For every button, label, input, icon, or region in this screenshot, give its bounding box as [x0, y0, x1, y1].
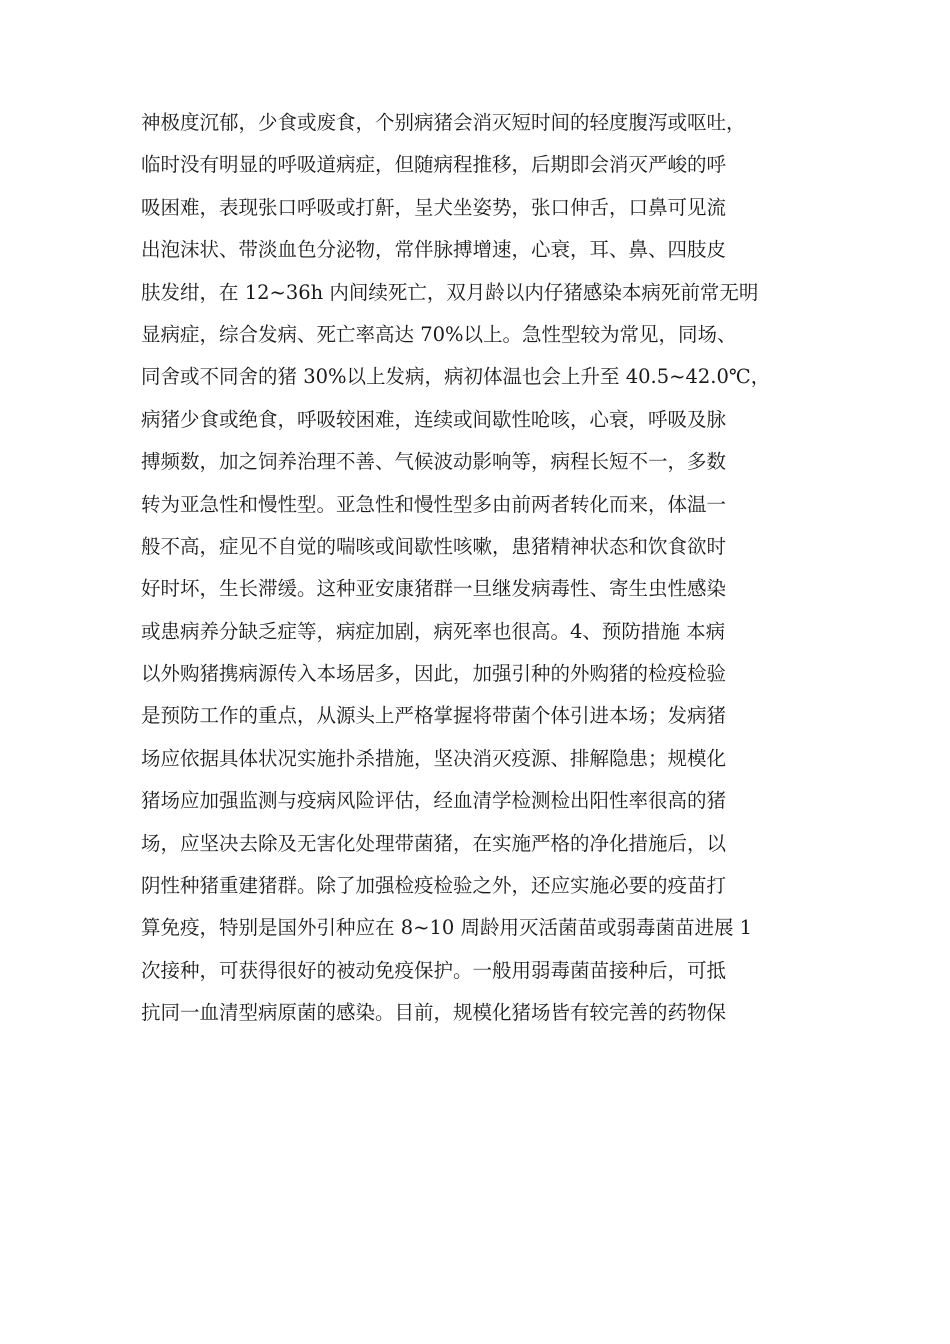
text-line: 搏频数，加之饲养治理不善、气候波动影响等，病程长短不一，多数 [141, 450, 727, 474]
text-line: 算免疫，特别是国外引种应在 8~10 周龄用灭活菌苗或弱毒菌苗进展 1 [141, 916, 753, 940]
text-line: 病猪少食或绝食，呼吸较困难，连续或间歇性呛咳，心衰，呼吸及脉 [141, 407, 727, 431]
text-line: 场，应坚决去除及无害化处理带菌猪，在实施严格的净化措施后，以 [141, 831, 727, 855]
text-line: 以外购猪携病源传入本场居多，因此，加强引种的外购猪的检疫检验 [141, 662, 727, 686]
text-line: 临时没有明显的呼吸道病症，但随病程推移，后期即会消灭严峻的呼 [141, 153, 727, 177]
text-line: 好时坏，生长滞缓。这种亚安康猪群一旦继发病毒性、寄生虫性感染 [141, 577, 727, 601]
text-line: 猪场应加强监测与疫病风险评估，经血清学检测检出阳性率很高的猪 [141, 789, 727, 813]
text-line: 肤发绀，在 12~36h 内间续死亡，双月龄以内仔猪感染本病死前常无明 [141, 280, 759, 304]
text-line: 同舍或不同舍的猪 30%以上发病，病初体温也会上升至 40.5~42.0℃， [141, 365, 771, 389]
text-line: 转为亚急性和慢性型。亚急性和慢性型多由前两者转化而来，体温一 [141, 492, 727, 516]
text-line: 般不高，症见不自觉的喘咳或间歇性咳嗽，患猪精神状态和饮食欲时 [141, 534, 727, 558]
text-line: 神极度沉郁，少食或废食，个别病猪会消灭短时间的轻度腹泻或呕吐， [141, 111, 746, 134]
text-line: 是预防工作的重点，从源头上严格掌握将带菌个体引进本场；发病猪 [141, 704, 727, 728]
body-text [141, 102, 821, 1035]
text-line: 吸困难，表现张口呼吸或打鼾，呈犬坐姿势，张口伸舌，口鼻可见流 [141, 195, 727, 219]
text-line: 显病症，综合发病、死亡率高达 70%以上。急性型较为常见，同场、 [141, 322, 737, 346]
text-line: 出泡沫状、带淡血色分泌物，常伴脉搏增速，心衰，耳、鼻、四肢皮 [141, 238, 727, 262]
text-line: 或患病养分缺乏症等，病症加剧，病死率也很高。4、预防措施 本病 [141, 619, 726, 643]
text-line: 场应依据具体状况实施扑杀措施，坚决消灭疫源、排解隐患；规模化 [141, 746, 727, 770]
text-line: 阴性种猪重建猪群。除了加强检疫检验之外，还应实施必要的疫苗打 [141, 874, 727, 898]
text-line: 抗同一血清型病原菌的感染。目前，规模化猪场皆有较完善的药物保 [141, 1001, 727, 1025]
text-line: 次接种，可获得很好的被动免疫保护。一般用弱毒菌苗接种后，可抵 [141, 958, 727, 982]
